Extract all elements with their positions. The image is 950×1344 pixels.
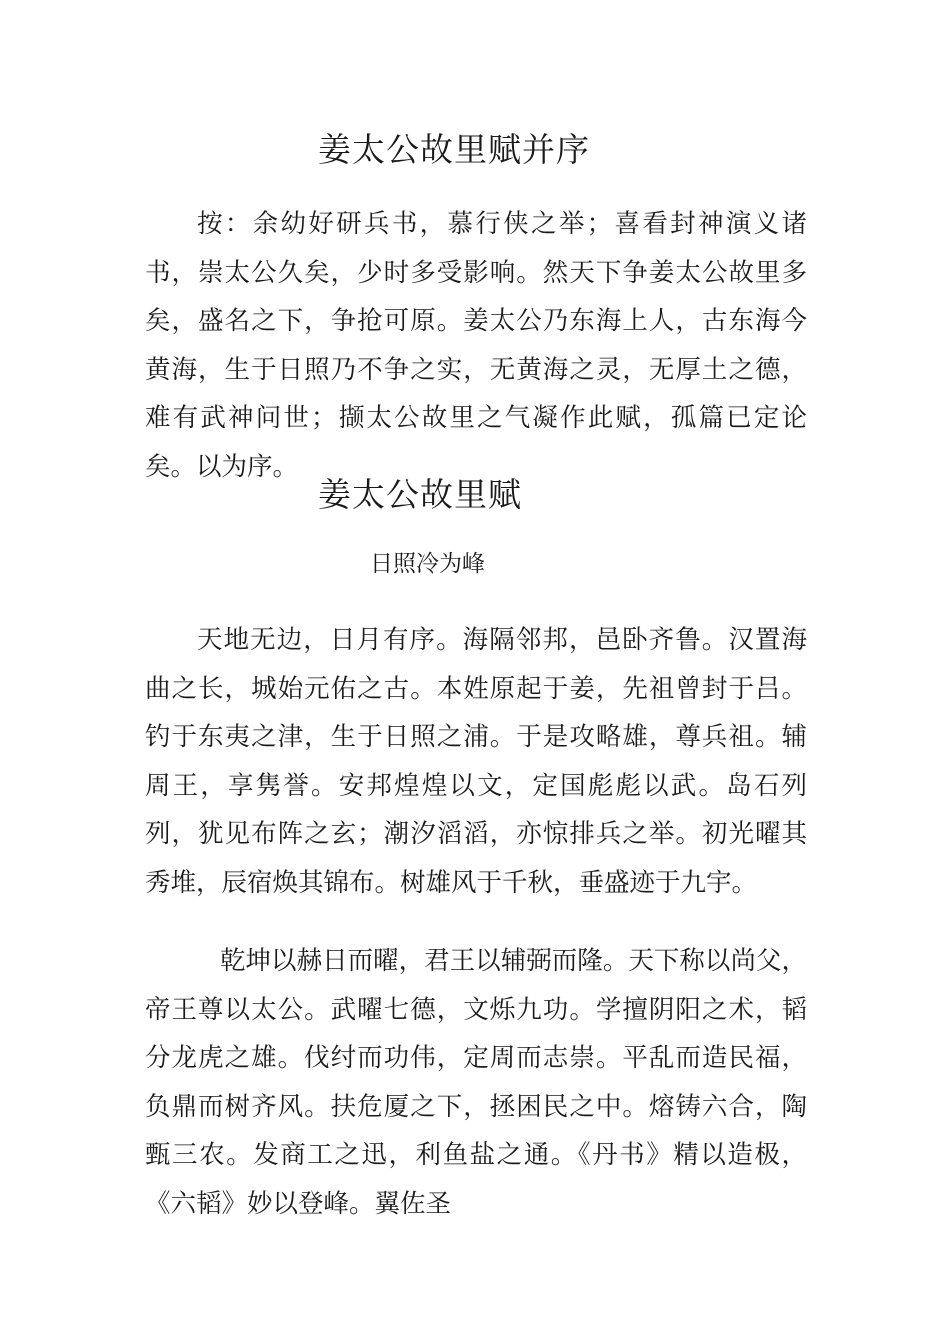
fu-title: 姜太公故里赋	[318, 475, 522, 514]
preface-paragraph: 按：余幼好研兵书，慕行侠之举；喜看封神演义诸书，崇太公久矣，少时多受影响。然天下争姜太公故里多矣，盛名之下，争抢可原。姜太公乃东海上人，古东海今黄海，生于日照乃不争之实，无黄海之灵，无厚土之德，难有武神问世；撷太公故里之气凝作此赋，孤篇已定论矣。以为序。	[145, 209, 807, 482]
body-paragraph-2: 乾坤以赫日而曜，君王以辅弼而隆。天下称以尚父，帝王尊以太公。武曜七德，文烁九功。学擅阴阳之术，韬分龙虎之雄。伐纣而功伟，定周而志崇。平乱而造民福，负鼎而树齐风。扶危厦之下，拯困民之中。熔铸六合，陶甄三农。发商工之迅，利鱼盐之通。《丹书》精以造极，《六韬》妙以登峰。翼佐圣	[145, 946, 807, 1219]
document-title: 姜太公故里赋并序	[318, 130, 590, 169]
body-paragraph-1: 天地无边，日月有序。海隔邻邦，邑卧齐鲁。汉置海曲之长，城始元佑之古。本姓原起于姜，先祖曾封于吕。钓于东夷之津，生于日照之浦。于是攻略雄，尊兵祖。辅周王，享隽誉。安邦煌煌以文，定国彪彪以武。岛石列列，犹见布阵之玄；潮汐滔滔，亦惊排兵之举。初光曜其秀堆，辰宿焕其锦布。树雄风于千秋，垂盛迹于九宇。	[145, 625, 807, 898]
author-name: 日照冷为峰	[370, 551, 485, 577]
